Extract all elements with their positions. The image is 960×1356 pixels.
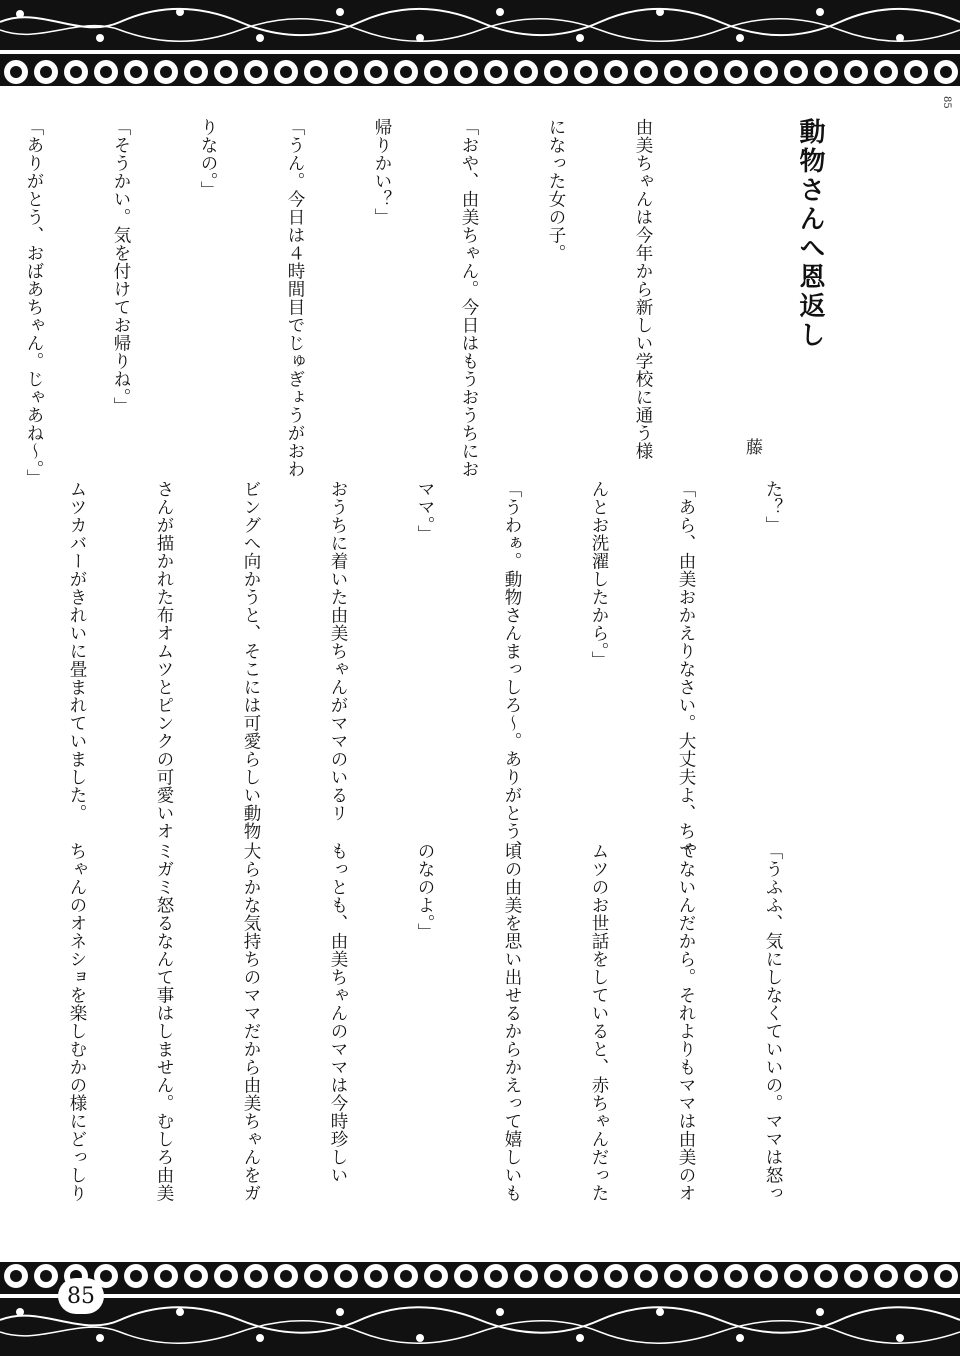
text-line — [0, 842, 4, 1202]
text-line: 「そうかい。気を付けてお帰りね。」 — [111, 118, 131, 416]
author-name: 藤 — [742, 438, 762, 455]
text-tier-1 — [0, 118, 715, 487]
text-line: 「あら、由美おかえりなさい。大丈夫よ、ちゃ — [676, 480, 696, 858]
text-line: 大らかな気持ちのママだから由美ちゃんをガ — [241, 842, 261, 1202]
text-line: 帰りかい？」 — [372, 118, 392, 226]
text-line: んとお洗濯したから。」 — [589, 480, 609, 670]
text-line: ビングへ向かうと、そこには可愛らしい動物 — [241, 480, 261, 840]
text-line: 由美ちゃんは今年から新しい学校に通う様 — [633, 118, 653, 460]
bottom-lace-border — [0, 1262, 960, 1356]
text-line: さんが描かれた布オムツとピンクの可愛いオ — [154, 480, 174, 840]
text-line: りなの。」 — [198, 118, 218, 200]
text-line: ちゃんのオネショを楽しむかの様にどっしり — [67, 842, 87, 1202]
text-line: ムツカバーがきれいに畳まれていました。 — [67, 480, 87, 822]
text-line: 「ありがとう、おばあちゃん。じゃあね～。」 — [24, 118, 44, 488]
text-tier-2 — [0, 480, 845, 858]
text-tier-3 — [0, 842, 845, 1202]
text-line: ママ。」 — [415, 480, 435, 544]
text-line — [0, 480, 4, 858]
top-lace-border — [0, 0, 960, 86]
text-line: 頃の由美を思い出せるからかえって嬉しいも — [502, 842, 522, 1202]
header-page-tag: 85 — [941, 96, 952, 109]
lace-pattern-bottom — [0, 1262, 960, 1356]
story-title: 動物さんへ恩返し — [795, 118, 825, 350]
text-line: おうちに着いた由美ちゃんがママのいるリ — [328, 480, 348, 822]
text-line: てないんだから。それよりもママは由美のオ — [676, 842, 696, 1202]
text-line: のなのよ。」 — [415, 842, 435, 942]
page-number: 85 — [67, 1283, 95, 1309]
text-line: た？」 — [763, 480, 783, 534]
text-line: 「うふふ、気にしなくていいの。ママは怒っ — [763, 842, 783, 1202]
text-line: ミガミ怒るなんて事はしません。むしろ由美 — [154, 842, 174, 1202]
text-line: 「うわぁ。動物さんまっしろ～。ありがとう、 — [502, 480, 522, 858]
text-line: 「うん。今日は４時間目でじゅぎょうがおわ — [285, 118, 305, 478]
text-line: になった女の子。 — [546, 118, 566, 262]
text-line: ムツのお世話をしていると、赤ちゃんだった — [589, 842, 609, 1202]
text-line: 「おや、由美ちゃん。今日はもうおうちにお — [459, 118, 479, 478]
text-line: もっとも、由美ちゃんのママは今時珍しい — [328, 842, 348, 1184]
page-number-badge — [58, 1278, 104, 1314]
lace-pattern-top — [0, 0, 960, 86]
